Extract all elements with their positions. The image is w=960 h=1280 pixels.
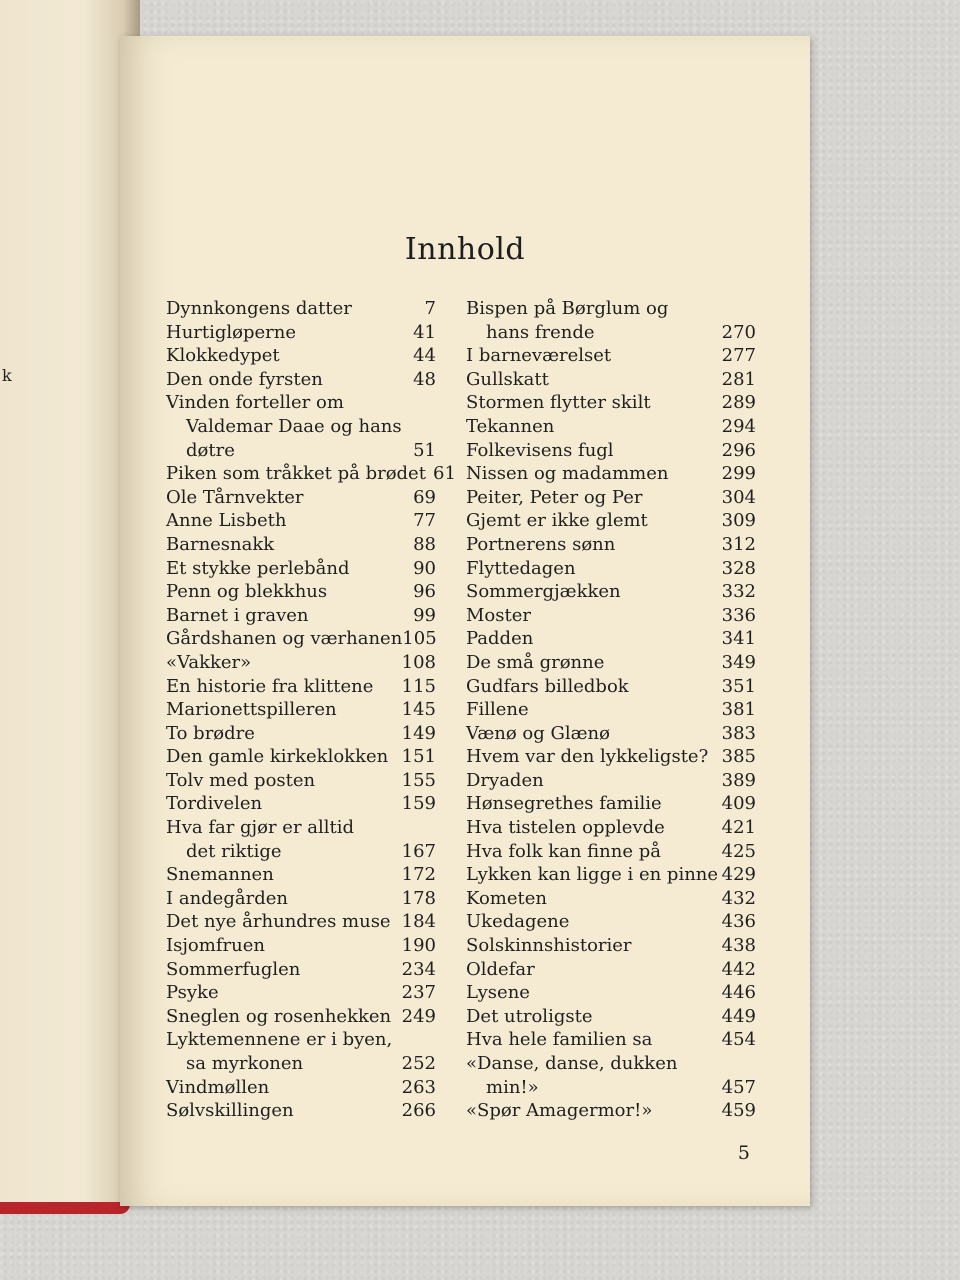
toc-entry bbox=[466, 982, 756, 1006]
toc-entry-page: 61 bbox=[433, 463, 456, 485]
toc-entry-title: I barneværelset bbox=[466, 345, 612, 367]
toc-entry-title: Vinden forteller om bbox=[166, 392, 344, 414]
toc-entry-page: 249 bbox=[401, 1005, 436, 1027]
toc-entry-line bbox=[166, 864, 436, 888]
toc-entry bbox=[166, 558, 436, 582]
toc-entry-page: 266 bbox=[401, 1100, 436, 1122]
toc-entry-page: 178 bbox=[401, 887, 436, 909]
toc-entry-page: 383 bbox=[721, 722, 756, 744]
toc-entry bbox=[466, 487, 756, 511]
toc-entry-page: 99 bbox=[413, 604, 436, 626]
toc-entry-line bbox=[466, 888, 756, 912]
toc-entry bbox=[466, 959, 756, 983]
toc-entry-line bbox=[166, 959, 436, 983]
toc-entry-line bbox=[166, 1006, 436, 1030]
toc-entry-line bbox=[466, 392, 756, 416]
toc-entry-line bbox=[466, 463, 756, 487]
toc-entry-title: Sommergjækken bbox=[466, 581, 621, 603]
toc-entry-page: 172 bbox=[401, 864, 436, 886]
toc-entry bbox=[466, 605, 756, 629]
toc-entry bbox=[166, 982, 436, 1006]
toc-entry-title: sa myrkonen bbox=[186, 1053, 304, 1074]
contents-page bbox=[120, 36, 810, 1206]
toc-entry-title: Sølvskillingen bbox=[166, 1100, 294, 1122]
toc-entry-page: 454 bbox=[721, 1029, 756, 1051]
toc-entry-line bbox=[466, 416, 756, 440]
toc-entry-line bbox=[166, 911, 436, 935]
toc-entry bbox=[466, 345, 756, 369]
toc-entry-line bbox=[166, 558, 436, 582]
toc-entry-page: 270 bbox=[721, 321, 756, 343]
toc-entry-page: 442 bbox=[721, 958, 756, 980]
toc-entry bbox=[466, 676, 756, 700]
toc-entry-line bbox=[466, 440, 756, 464]
toc-entry-line bbox=[466, 864, 756, 888]
toc-entry-line bbox=[466, 676, 756, 700]
toc-entry-title: Snemannen bbox=[166, 864, 274, 886]
toc-entry-line bbox=[466, 1077, 756, 1101]
toc-entry-page: 234 bbox=[401, 958, 436, 980]
toc-entry-title: Portnerens sønn bbox=[466, 533, 616, 555]
toc-entry-page: 190 bbox=[401, 935, 436, 957]
toc-entry-page: 48 bbox=[413, 368, 436, 390]
toc-entry-title: Psyke bbox=[166, 982, 219, 1004]
toc-entry-line bbox=[166, 463, 456, 487]
toc-entry-line bbox=[466, 793, 756, 817]
toc-entry-title: min!» bbox=[486, 1076, 539, 1098]
toc-entry bbox=[466, 699, 756, 723]
toc-entry-title: Vænø og Glænø bbox=[466, 722, 610, 744]
toc-entry bbox=[466, 628, 756, 652]
toc-entry-line bbox=[466, 628, 756, 652]
toc-entry bbox=[466, 888, 756, 912]
toc-entry-title: Marionettspilleren bbox=[166, 699, 337, 721]
toc-entry-page: 105 bbox=[402, 628, 437, 650]
toc-entry-title: Isjomfruen bbox=[166, 935, 265, 957]
toc-entry-line bbox=[166, 440, 436, 464]
toc-entry-page: 459 bbox=[721, 1100, 756, 1122]
toc-entry bbox=[466, 652, 756, 676]
toc-entry-title: Flyttedagen bbox=[466, 557, 576, 579]
toc-entry-title: Kometen bbox=[466, 887, 547, 909]
toc-entry-title: Tolv med posten bbox=[166, 769, 316, 791]
toc-entry-page: 332 bbox=[721, 581, 756, 603]
toc-entry-page: 7 bbox=[424, 298, 436, 319]
page-number: 5 bbox=[737, 1142, 750, 1164]
toc-entry-page: 449 bbox=[721, 1005, 756, 1027]
page-title: Innhold bbox=[404, 232, 526, 267]
toc-entry-page: 299 bbox=[721, 463, 756, 485]
toc-entry bbox=[166, 392, 436, 463]
toc-entry bbox=[166, 959, 436, 983]
toc-entry-title: Gudfars billedbok bbox=[466, 675, 629, 697]
toc-entry-line bbox=[466, 1100, 756, 1124]
toc-entry-page: 328 bbox=[721, 557, 756, 579]
toc-entry-line bbox=[466, 982, 756, 1006]
toc-entry-line bbox=[466, 1006, 756, 1030]
toc-entry-title: Anne Lisbeth bbox=[166, 510, 287, 532]
toc-entry-title: Det utroligste bbox=[466, 1005, 593, 1027]
toc-entry bbox=[166, 699, 436, 723]
toc-entry-line bbox=[166, 1029, 436, 1053]
toc-entry-page: 41 bbox=[413, 321, 436, 343]
left-page-fragment: k bbox=[2, 366, 12, 385]
toc-entry-page: 145 bbox=[401, 699, 436, 721]
toc-entry bbox=[466, 841, 756, 865]
toc-entry-title: Hva far gjør er alltid bbox=[166, 817, 355, 839]
toc-entry-title: Sneglen og rosenhekken bbox=[166, 1005, 392, 1027]
toc-entry-title: I andegården bbox=[166, 887, 288, 909]
toc-entry bbox=[466, 817, 756, 841]
toc-entry-title: Tordivelen bbox=[166, 793, 263, 815]
toc-entry-title: Det nye århundres muse bbox=[166, 911, 391, 933]
toc-entry-page: 44 bbox=[413, 345, 436, 367]
toc-entry-title: det riktige bbox=[186, 840, 282, 862]
toc-entry-page: 389 bbox=[721, 769, 756, 791]
toc-entry-page: 432 bbox=[721, 887, 756, 909]
toc-entry bbox=[466, 369, 756, 393]
toc-entry bbox=[166, 652, 436, 676]
toc-entry-title: Tekannen bbox=[466, 415, 555, 437]
toc-entry-line bbox=[166, 298, 436, 322]
toc-entry-page: 90 bbox=[413, 557, 436, 579]
toc-entry-page: 457 bbox=[721, 1076, 756, 1098]
toc-entry-page: 296 bbox=[721, 439, 756, 461]
toc-entry bbox=[166, 322, 436, 346]
toc-entry-title: Et stykke perlebånd bbox=[166, 557, 350, 579]
toc-entry-title: Gullskatt bbox=[466, 368, 549, 390]
toc-entry-page: 96 bbox=[413, 581, 436, 603]
toc-entry bbox=[166, 1077, 436, 1101]
toc-entry bbox=[166, 911, 436, 935]
toc-entry bbox=[166, 888, 436, 912]
toc-entry-title: Oldefar bbox=[466, 958, 535, 980]
toc-entry-line bbox=[166, 888, 436, 912]
toc-entry-page: 77 bbox=[413, 510, 436, 532]
toc-entry-page: 385 bbox=[721, 746, 756, 768]
toc-entry-line bbox=[166, 935, 436, 959]
toc-entry-title: Den onde fyrsten bbox=[166, 368, 323, 390]
toc-entry bbox=[166, 1100, 436, 1124]
toc-entry-title: Ukedagene bbox=[466, 911, 570, 933]
toc-entry-line bbox=[466, 605, 756, 629]
left-page-edge bbox=[0, 0, 140, 1210]
toc-entry-title: Lykken kan ligge i en pinne bbox=[466, 864, 719, 886]
toc-entry-title: Barnet i graven bbox=[166, 604, 309, 626]
toc-entry-line bbox=[166, 746, 436, 770]
toc-entry-title: Gjemt er ikke glemt bbox=[466, 510, 648, 532]
toc-entry bbox=[466, 723, 756, 747]
toc-entry bbox=[466, 581, 756, 605]
toc-entry-page: 349 bbox=[721, 651, 756, 673]
toc-entry-page: 336 bbox=[721, 604, 756, 626]
toc-entry-page: 263 bbox=[401, 1076, 436, 1098]
toc-entry-page: 381 bbox=[721, 699, 756, 721]
toc-entry-line bbox=[166, 723, 436, 747]
toc-entry-page: 108 bbox=[401, 651, 436, 673]
toc-entry-page: 252 bbox=[401, 1053, 436, 1074]
toc-entry-title: Gårdshanen og værhanen bbox=[166, 628, 403, 650]
toc-entry-page: 69 bbox=[413, 486, 436, 508]
toc-entry bbox=[466, 911, 756, 935]
toc-entry-title: hans frende bbox=[486, 321, 595, 343]
toc-entry-line bbox=[466, 534, 756, 558]
toc-entry bbox=[466, 510, 756, 534]
toc-entry bbox=[166, 298, 436, 322]
toc-entry-line bbox=[466, 959, 756, 983]
toc-entry-title: De små grønne bbox=[466, 651, 605, 673]
toc-entry-page: 167 bbox=[401, 840, 436, 862]
toc-entry bbox=[166, 487, 436, 511]
toc-entry-title: Moster bbox=[466, 604, 531, 626]
toc-entry-title: Sommerfuglen bbox=[166, 958, 301, 980]
toc-entry-title: Dryaden bbox=[466, 769, 544, 791]
toc-entry-line bbox=[166, 628, 436, 652]
toc-entry bbox=[466, 864, 756, 888]
toc-entry-line bbox=[166, 817, 436, 841]
toc-entry bbox=[466, 1029, 756, 1053]
toc-entry-page: 421 bbox=[721, 817, 756, 839]
toc-entry-page: 309 bbox=[721, 510, 756, 532]
toc-entry-page: 277 bbox=[721, 345, 756, 367]
toc-entry-page: 88 bbox=[413, 533, 436, 555]
toc-entry-line bbox=[166, 676, 436, 700]
toc-entry bbox=[166, 605, 436, 629]
toc-entry-title: Folkevisens fugl bbox=[466, 439, 614, 461]
toc-entry-line bbox=[466, 298, 756, 322]
toc-entry bbox=[166, 723, 436, 747]
toc-entry-line bbox=[466, 345, 756, 369]
toc-entry-line bbox=[166, 699, 436, 723]
toc-entry-line bbox=[166, 605, 436, 629]
toc-entry bbox=[466, 1006, 756, 1030]
toc-entry bbox=[466, 416, 756, 440]
toc-entry-line bbox=[166, 416, 436, 440]
toc-entry-line bbox=[466, 558, 756, 582]
toc-entry bbox=[466, 770, 756, 794]
toc-entry-page: 51 bbox=[413, 439, 436, 461]
toc-entry-line bbox=[466, 322, 756, 346]
toc-entry-title: Penn og blekkhus bbox=[166, 581, 328, 603]
toc-entry-line bbox=[466, 369, 756, 393]
toc-entry-line bbox=[166, 793, 436, 817]
toc-entry-title: Stormen flytter skilt bbox=[466, 392, 651, 414]
toc-entry-title: Lyktemennene er i byen, bbox=[166, 1029, 393, 1051]
toc-entry-page: 281 bbox=[721, 368, 756, 390]
toc-entry bbox=[166, 935, 436, 959]
toc-entry bbox=[466, 440, 756, 464]
toc-entry-title: Hvem var den lykkeligste? bbox=[466, 746, 709, 768]
toc-entry bbox=[166, 864, 436, 888]
toc-entry-title: En historie fra klittene bbox=[166, 675, 374, 697]
toc-entry-line bbox=[466, 699, 756, 723]
toc-entry-line bbox=[466, 652, 756, 676]
toc-entry bbox=[166, 1029, 436, 1076]
toc-entry-line bbox=[166, 770, 436, 794]
toc-entry bbox=[466, 1053, 756, 1100]
toc-entry-line bbox=[166, 982, 436, 1006]
toc-entry-page: 446 bbox=[721, 982, 756, 1004]
toc-entry bbox=[466, 298, 756, 345]
toc-entry bbox=[166, 345, 436, 369]
toc-entry-line bbox=[466, 770, 756, 794]
toc-entry bbox=[466, 935, 756, 959]
toc-entry-page: 436 bbox=[721, 911, 756, 933]
toc-entry-title: Nissen og madammen bbox=[466, 463, 669, 485]
toc-entry bbox=[166, 1006, 436, 1030]
toc-entry-line bbox=[466, 723, 756, 747]
toc-entry-page: 115 bbox=[401, 675, 436, 697]
toc-entry bbox=[466, 463, 756, 487]
toc-entry-title: Lysene bbox=[466, 982, 530, 1004]
toc-entry bbox=[466, 392, 756, 416]
toc-entry-line bbox=[166, 841, 436, 865]
toc-entry-line bbox=[166, 581, 436, 605]
toc-entry bbox=[166, 581, 436, 605]
toc-entry-line bbox=[166, 534, 436, 558]
toc-entry-title: To brødre bbox=[166, 722, 255, 744]
toc-entry-line bbox=[166, 392, 436, 416]
toc-entry-line bbox=[166, 1077, 436, 1101]
toc-entry-title: «Spør Amagermor!» bbox=[466, 1100, 653, 1122]
toc-right-column bbox=[466, 298, 756, 1124]
toc-entry-title: Hurtigløperne bbox=[166, 321, 297, 343]
toc-entry-title: «Danse, danse, dukken bbox=[466, 1053, 678, 1074]
toc-entry-page: 341 bbox=[721, 628, 756, 650]
toc-entry-title: Fillene bbox=[466, 699, 529, 721]
toc-entry-title: døtre bbox=[186, 439, 235, 461]
toc-entry bbox=[166, 534, 436, 558]
toc-entry-title: Hva folk kan finne på bbox=[466, 840, 661, 862]
toc-entry-title: Klokkedypet bbox=[166, 345, 280, 367]
toc-entry-title: Den gamle kirkeklokken bbox=[166, 746, 389, 768]
toc-entry-title: Valdemar Daae og hans bbox=[186, 415, 402, 437]
toc-entry bbox=[166, 770, 436, 794]
toc-entry-page: 289 bbox=[721, 392, 756, 414]
toc-entry bbox=[466, 746, 756, 770]
toc-entry bbox=[166, 817, 436, 864]
toc-entry-line bbox=[166, 369, 436, 393]
toc-entry-title: Ole Tårnvekter bbox=[166, 486, 304, 508]
toc-entry-title: Peiter, Peter og Per bbox=[466, 486, 643, 508]
toc-entry-title: Hva hele familien sa bbox=[466, 1029, 653, 1051]
toc-entry-line bbox=[166, 1053, 436, 1077]
toc-entry-title: Dynnkongens datter bbox=[166, 298, 352, 319]
toc-entry-line bbox=[466, 911, 756, 935]
toc-entry-title: «Vakker» bbox=[166, 651, 252, 673]
toc-entry-title: Bispen på Børglum og bbox=[466, 298, 669, 319]
toc-entry-page: 409 bbox=[721, 793, 756, 815]
toc-entry-page: 184 bbox=[401, 911, 436, 933]
toc-entry-line bbox=[166, 652, 436, 676]
toc-entry-page: 151 bbox=[401, 746, 436, 768]
toc-entry-title: Hønsegrethes familie bbox=[466, 793, 662, 815]
toc-entry-title: Barnesnakk bbox=[166, 533, 275, 555]
toc-entry-page: 312 bbox=[721, 533, 756, 555]
toc-entry-line bbox=[166, 345, 436, 369]
toc-entry-line bbox=[466, 841, 756, 865]
toc-entry bbox=[166, 793, 436, 817]
toc-entry-page: 155 bbox=[401, 769, 436, 791]
toc-entry-line bbox=[466, 487, 756, 511]
book-cover-edge bbox=[0, 1202, 130, 1214]
toc-entry bbox=[466, 534, 756, 558]
toc-entry-page: 159 bbox=[401, 793, 436, 815]
toc-entry-page: 429 bbox=[721, 864, 756, 886]
toc-entry-page: 237 bbox=[401, 982, 436, 1004]
toc-entry-title: Padden bbox=[466, 628, 534, 650]
toc-entry-line bbox=[466, 581, 756, 605]
toc-entry-page: 149 bbox=[401, 722, 436, 744]
toc-entry-title: Piken som tråkket på brødet bbox=[166, 463, 426, 485]
toc-entry bbox=[466, 558, 756, 582]
toc-entry-line bbox=[466, 935, 756, 959]
toc-entry-line bbox=[166, 510, 436, 534]
toc-entry bbox=[166, 746, 436, 770]
toc-entry bbox=[166, 510, 436, 534]
toc-entry-page: 294 bbox=[721, 415, 756, 437]
toc-entry-page: 351 bbox=[721, 675, 756, 697]
toc-entry bbox=[166, 463, 456, 487]
toc-entry-line bbox=[466, 1029, 756, 1053]
toc-entry-page: 304 bbox=[721, 486, 756, 508]
toc-entry-line bbox=[466, 746, 756, 770]
toc-entry-line bbox=[466, 1053, 756, 1077]
toc-entry-page: 438 bbox=[721, 935, 756, 957]
toc-entry bbox=[166, 369, 436, 393]
toc-entry-title: Hva tistelen opplevde bbox=[466, 817, 665, 839]
toc-entry bbox=[466, 1100, 756, 1124]
toc-entry-line bbox=[166, 322, 436, 346]
toc-entry bbox=[166, 676, 436, 700]
toc-entry-line bbox=[466, 817, 756, 841]
toc-entry-page: 425 bbox=[721, 840, 756, 862]
toc-left-column bbox=[166, 298, 456, 1124]
toc-entry bbox=[466, 793, 756, 817]
toc-entry-line bbox=[466, 510, 756, 534]
toc-entry-title: Solskinnshistorier bbox=[466, 935, 632, 957]
toc-entry-line bbox=[166, 1100, 436, 1124]
toc-entry bbox=[166, 628, 436, 652]
toc-entry-title: Vindmøllen bbox=[166, 1076, 270, 1098]
toc-entry-line bbox=[166, 487, 436, 511]
